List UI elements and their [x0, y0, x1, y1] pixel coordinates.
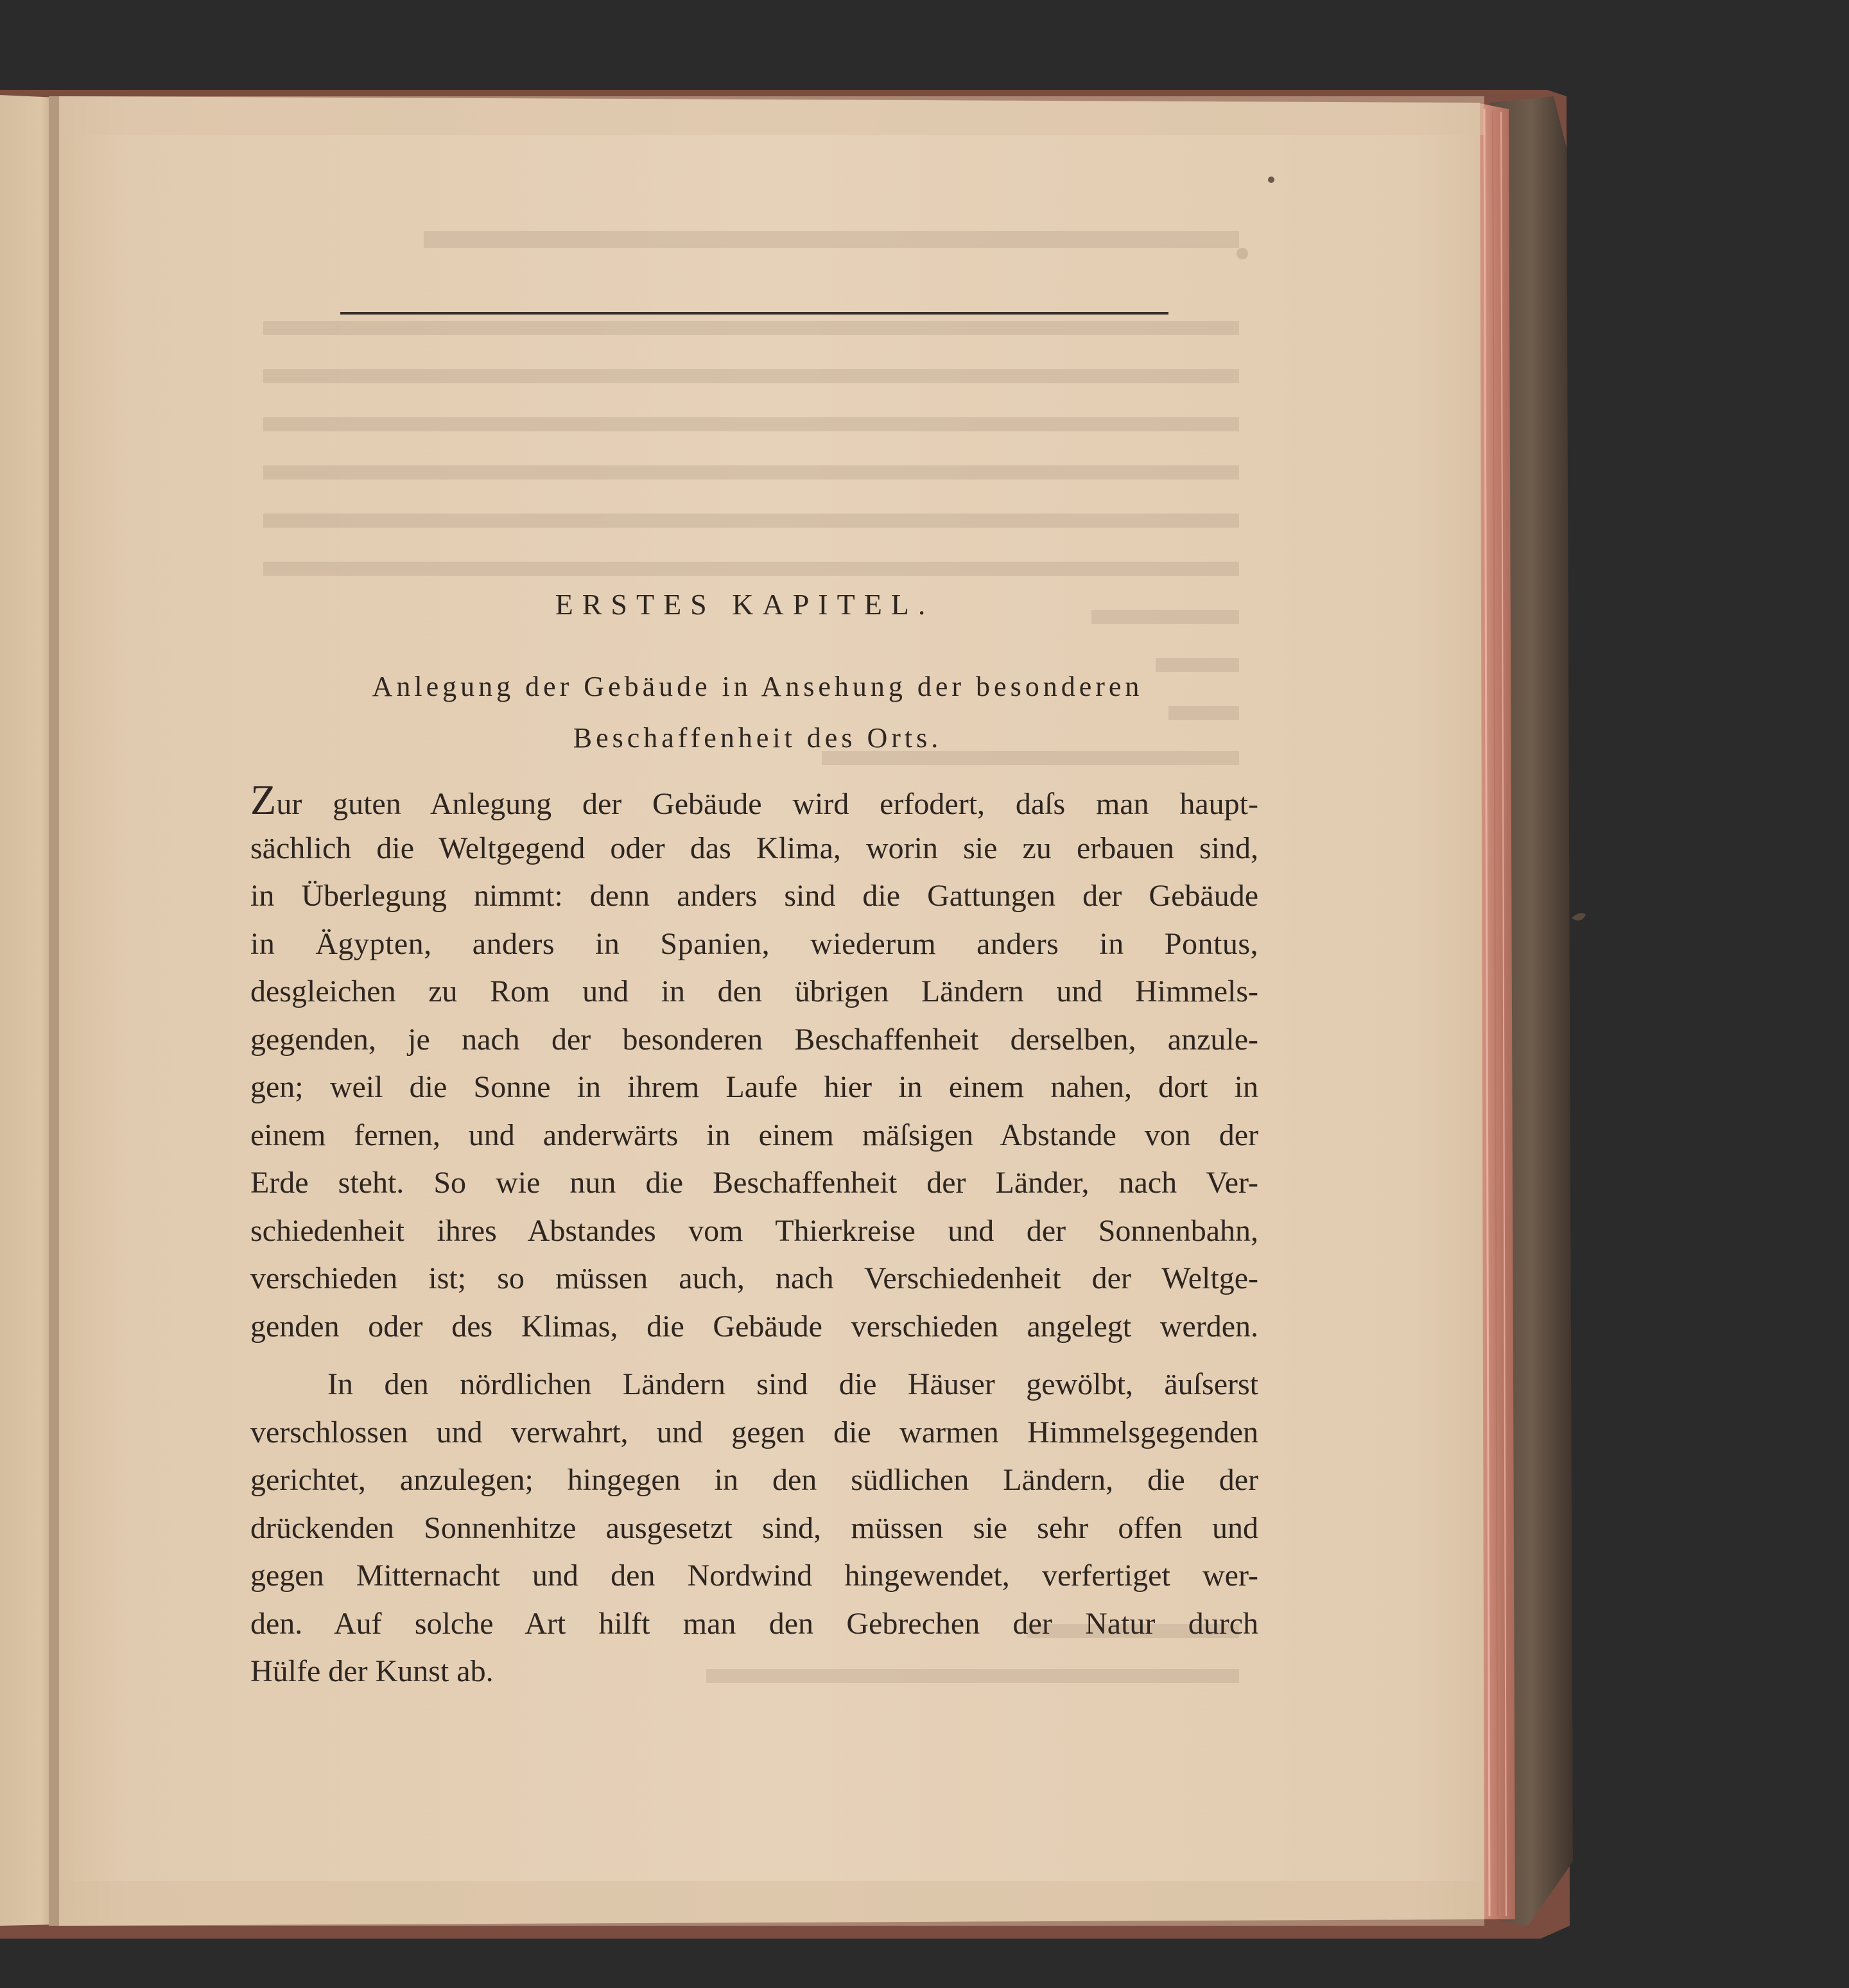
text-line: gen; weil die Sonne in ihrem Laufe hier in einem nahen, dort in [250, 1070, 1258, 1104]
text-line: desgleichen zu Rom und in den übrigen Ländern und Himmels- [250, 974, 1258, 1008]
text-line-content: ur guten Anlegung der Gebäude wird erfodert, daſs man haupt- [276, 787, 1258, 821]
text-line: in Überlegung nimmt: denn anders sind die Gattungen der Gebäude [250, 879, 1258, 913]
text-line: drückenden Sonnenhitze ausgesetzt sind, müssen sie sehr offen und [250, 1510, 1258, 1545]
text-line: gegenden, je nach der besonderen Beschaffenheit derselben, anzule- [250, 1022, 1258, 1057]
text-line: gerichtet, anzulegen; hingegen in den südlichen Ländern, die der [250, 1463, 1258, 1497]
text-line: gegen Mitternacht und den Nordwind hingewendet, verfertiget wer- [250, 1559, 1258, 1593]
text-line: genden oder des Klimas, die Gebäude verschieden angelegt werden. [250, 1309, 1258, 1344]
text-line: den. Auf solche Art hilft man den Gebrechen der Natur durch [250, 1606, 1258, 1641]
chapter-title: ERSTES KAPITEL. [555, 588, 935, 621]
text-line: einem fernen, und anderwärts in einem mäſsigen Abstande von der [250, 1118, 1258, 1152]
subtitle-line: Anlegung der Gebäude in Ansehung der besonderen [372, 671, 1143, 702]
paragraph-2 [250, 1361, 1258, 1696]
text-line: In den nördlichen Ländern sind die Häuser gewölbt, äuſserst [327, 1367, 1258, 1401]
text-line: sächlich die Weltgegend oder das Klima, worin sie zu erbauen sind, [250, 831, 1258, 865]
text-line: verschlossen und verwahrt, und gegen die warmen Himmelsgegenden [250, 1415, 1258, 1449]
subtitle-line: Beschaffenheit des Orts. [573, 722, 942, 754]
header-rule [340, 312, 1168, 315]
text-line: schiedenheit ihres Abstandes vom Thierkreise und der Sonnenbahn, [250, 1213, 1258, 1248]
text-line: Erde steht. So wie nun die Beschaffenheit der Länder, nach Ver- [250, 1166, 1258, 1200]
drop-cap: Z [250, 777, 277, 824]
paragraph-1 [250, 777, 1258, 1351]
text-line [250, 777, 1258, 825]
text-line: Hülfe der Kunst ab. [250, 1654, 494, 1688]
text-line: verschieden ist; so müssen auch, nach Verschiedenheit der Weltge- [250, 1261, 1258, 1295]
chapter-subtitle [276, 661, 1239, 764]
text-line: in Ägypten, anders in Spanien, wiederum anders in Pontus, [250, 926, 1258, 961]
